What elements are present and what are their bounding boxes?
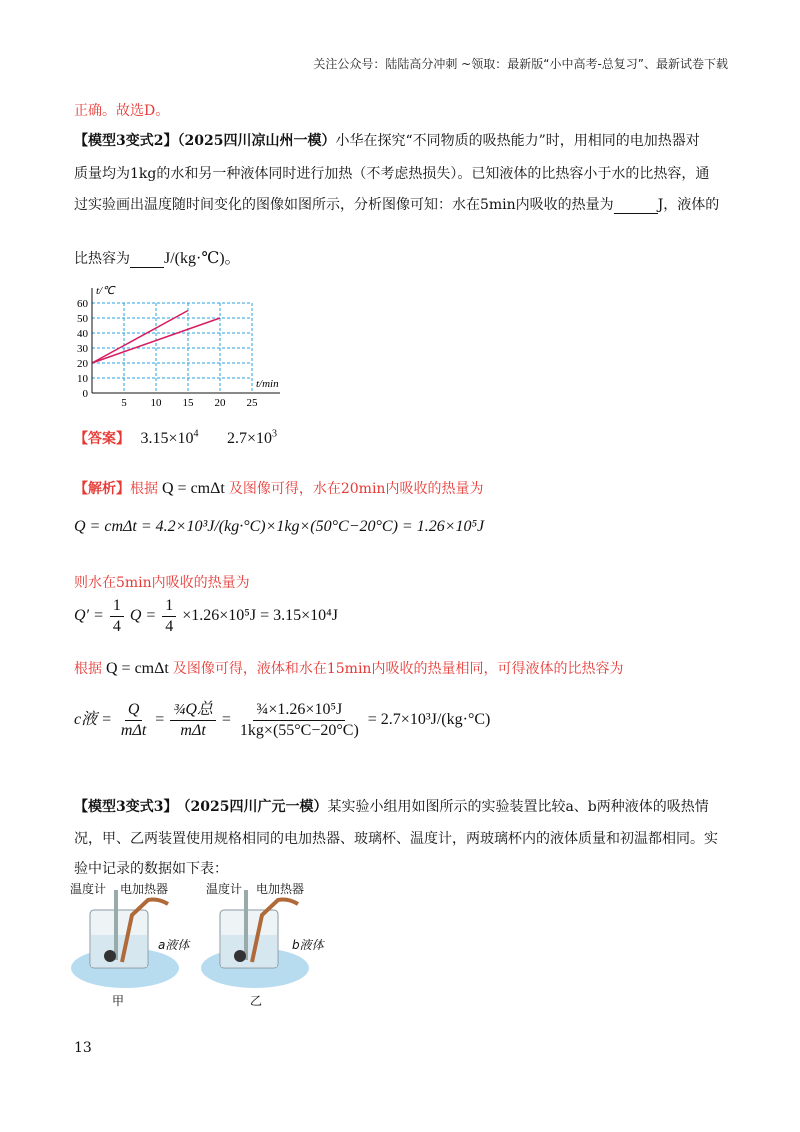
question-3-source: （2025四川广元一模） [183,799,328,815]
setup-b-thermometer-label: 温度计 [206,882,243,896]
question-2-line-2: 质量均为1kg的水和另一种液体同时进行加热（不考虑热损失）。已知液体的比热容小于水的比热容，通 [74,166,710,182]
chart-x-axis-label: t/min [256,378,279,390]
x-tick-label: 10 [150,397,162,409]
setup-a-thermometer-label: 温度计 [70,882,107,896]
answer-value-2: $2.7\times 10^3$ [226,428,277,447]
y-tick-label: 20 [77,358,88,370]
y-tick-label: 60 [77,298,88,310]
question-2-line-1: 【模型3变式2】（2025四川凉山州一模）小华在探究“不同物质的吸热能力”时，用相同的电加热器对 [74,133,700,149]
equation-1: Q = cmΔt = 4.2×10³J/(kg·°C)×1kg×(50°C−20°C) = 1.26×10⁵J [74,518,485,535]
setup-a-liquid-label: a液体 [158,938,190,952]
equation-3: c液 = $\frac{Q}{\text{mΔt}}$ = $\frac{\text{¾Q总}}{\text{mΔt}}$ = $\frac{\text{¾×1.26×10⁵J}}{1kg\times(55^\circ C-20^\circ C)}$ = 2.7×10³J/(kg·°C) [74,701,491,739]
setup-b-figure [200,880,340,1010]
question-3-line-1: 【模型3变式3】 （2025四川广元一模）某实验小组用如图所示的实验装置比较a、b两种液体的吸热情 [74,799,709,815]
y-tick-label: 40 [77,328,88,340]
question-2-tag: 【模型3变式2】 [74,133,178,149]
x-tick-label: 25 [246,397,258,409]
analysis-line-3: 根据 Q = cmΔt 及图像可得，液体和水在15min内吸收的热量相同，可得液体的比热容为 [74,660,624,677]
answer-blank-1 [614,197,658,214]
y-tick-label: 0 [82,388,88,400]
analysis-line-1: 【解析】根据 Q = cmΔt 及图像可得，水在20min内吸收的热量为 [74,480,484,497]
page-header: 关注公众号：陆陆高分冲刺 ~领取：最新版“小中高考-总复习”、最新试卷下载 [313,57,728,71]
chart-y-axis-label: t/℃ [96,285,115,297]
question-3-line-2: 况，甲、乙两装置使用规格相同的电加热器、玻璃杯、温度计，两玻璃杯内的液体质量和初温都相同。实 [74,831,718,847]
answer-line [74,428,277,448]
question-3-tag: 【模型3变式3】 [74,799,178,815]
x-tick-label: 15 [182,397,194,409]
x-tick-label: 20 [214,397,226,409]
chart-grid [92,303,252,393]
equation-2: Q′ = $\frac{1}{4}$ Q = $\frac{1}{4}$ ×1.26×10⁵J = 3.15×10⁴J [74,597,338,635]
question-2-source: （2025四川凉山州一模） [177,133,336,149]
setup-a-caption: 甲 [112,994,125,1008]
answer-tag: 【答案】 [74,431,130,447]
setup-b-heater-label: 电加热器 [256,882,305,896]
y-tick-label: 10 [77,373,88,385]
question-2-line-4: 比热容为 J/(kg·℃)。 [74,250,241,267]
y-tick-label: 30 [77,343,88,355]
answer-blank-2 [130,251,164,268]
question-3-line-3: 验中记录的数据如下表： [74,861,228,877]
setup-a-heater-label: 电加热器 [120,882,169,896]
setup-b-caption: 乙 [250,994,263,1008]
analysis-tag: 【解析】 [74,481,130,497]
chart-ticks [77,298,258,409]
x-tick-label: 5 [121,397,127,409]
temperature-time-chart [66,280,286,410]
setup-a-figure [70,880,200,1010]
analysis-line-2: 则水在5min内吸收的热量为 [74,575,250,591]
y-tick-label: 50 [77,313,88,325]
page-number: 13 [74,1040,92,1056]
answer-value-1: $3.15\times 10^4$ [140,428,199,447]
intro-text: 正确。故选D。 [74,103,170,119]
question-2-line-3: 过实验画出温度随时间变化的图像如图所示，分析图像可知：水在5min内吸收的热量为 J，液体的 [74,197,720,213]
setup-b-liquid-label: b液体 [292,938,324,952]
